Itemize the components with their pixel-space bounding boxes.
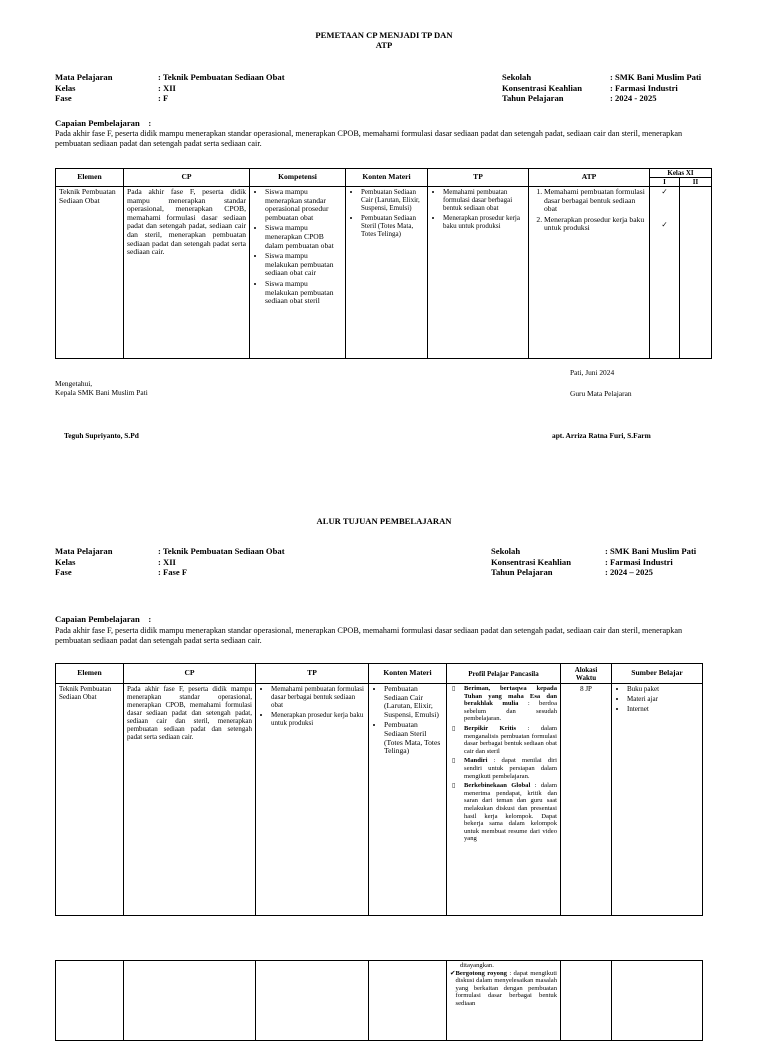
list-item: • Pembuatan Sediaan Cair (Larutan, Elixir, Suspensi, Emulsi) — [361, 188, 424, 212]
list-item: • Siswa mampu menerapkan CPOB dalam pembuatan obat — [265, 224, 342, 250]
cell-kelas-ii — [680, 187, 712, 359]
th-ii: II — [680, 178, 712, 187]
cell-cp: Pada akhir fase F, peserta didik mampu menerapkan standar operasional, menerapkan CPOB, memahami formulasi dasar sediaan padat dan setengah padat, sediaan cair dan steril, menerapkan pembuatan sediaan padat dan setengah padat serta sediaan cair. — [124, 684, 256, 916]
list-item: • Pembuatan Sediaan Steril (Totes Mata, Totes Telinga) — [384, 721, 443, 755]
th-kelas: Kelas XI — [650, 169, 712, 178]
th-atp: ATP — [529, 169, 650, 187]
cell-profil — [447, 684, 561, 916]
doc1-info-left: Mata Pelajaran : Teknik Pembuatan Sediaan Obat Kelas : XII Fase : F — [55, 72, 285, 104]
doc2-info-left: Mata Pelajaran : Teknik Pembuatan Sediaan Obat Kelas : XII Fase : Fase F — [55, 546, 285, 578]
th-elemen: Elemen — [56, 169, 124, 187]
list-item: • Memahami pembuatan formulasi dasar berbagai bentuk sediaan obat — [271, 685, 365, 709]
th-alokasi: Alokasi Waktu — [561, 664, 612, 684]
cell-cp: Pada akhir fase F, peserta didik mampu menerapkan standar operasional, menerapkan CPOB, memahami formulasi dasar sediaan padat dan setengah padat, sediaan cair dan steril, menerapkan pembuatan sediaan padat dan setengah padat serta sediaan cair. — [124, 187, 250, 359]
list-item: • Menerapkan prosedur kerja baku untuk produksi — [443, 214, 525, 230]
cell-elemen: Teknik Pembuatan Sediaan Obat — [56, 684, 124, 916]
list-item: • Pembuatan Sediaan Cair (Larutan, Elixir, Suspensi, Emulsi) — [384, 685, 443, 719]
list-item: • Memahami pembuatan formulasi dasar berbagai bentuk sediaan obat — [443, 188, 525, 212]
cell-atp — [529, 187, 650, 359]
list-item: • Siswa mampu menerapkan standar operasional prosedur pembuatan obat — [265, 188, 342, 222]
check-icon: ✓ — [661, 187, 668, 196]
th-profil: Profil Pelajar Pancasila — [447, 664, 561, 684]
th-tp: TP — [256, 664, 369, 684]
doc1-cap-text: Pada akhir fase F, peserta didik mampu menerapkan standar operasional, menerapkan CPOB, memahami formulasi dasar sediaan padat dan setengah padat, sediaan cair dan steril, menerapkan pembuatan sediaan padat dan setengah padat serta sediaan cair. — [55, 129, 683, 148]
doc1-cap-heading: Capaian Pembelajaran : — [55, 118, 152, 128]
cell-kelas-i — [650, 187, 680, 359]
list-item: • Menerapkan prosedur kerja baku untuk produksi — [271, 711, 365, 727]
list-item: ▯ Berkebinekaan Global : dalam menerima pendapat, kritik dan saran dari teman dan guru saat melakukan diskusi dan presentasi hasil kerja kelompok. Dapat bekerja sama dalam kelompok untuk membuat resume dari video yang — [462, 782, 557, 843]
list-item: • Buku paket — [627, 685, 699, 693]
list-item: 1. Memahami pembuatan formulasi dasar berbagai bentuk sediaan obat — [544, 188, 646, 214]
doc2-table-continued — [55, 960, 703, 1041]
check-icon: ✓ — [661, 219, 668, 229]
doc2-cap-text: Pada akhir fase F, peserta didik mampu menerapkan standar operasional, menerapkan CPOB, memahami formulasi dasar sediaan padat dan setengah padat, sediaan cair dan steril, menerapkan pembuatan sediaan padat dan setengah padat serta sediaan cair. — [55, 626, 683, 645]
th-cp: CP — [124, 664, 256, 684]
list-item: 2. Menerapkan prosedur kerja baku untuk produksi — [544, 216, 646, 233]
th-sumber: Sumber Belajar — [612, 664, 703, 684]
cell-konten — [369, 684, 447, 916]
th-kompetensi: Kompetensi — [250, 169, 346, 187]
signature-left-block: Mengetahui, Kepala SMK Bani Muslim Pati — [55, 379, 148, 397]
doc2-title: ALUR TUJUAN PEMBELAJARAN — [316, 516, 452, 526]
list-item: • Internet — [627, 705, 699, 713]
signer-right: apt. Arriza Ratna Furi, S.Farm — [552, 431, 651, 440]
list-item: ▯ Berpikir Kritis : dalam menganalisis pembuatan formulasi dasar berbagai bentuk sediaan obat cair dan steril — [462, 725, 557, 755]
list-item: ▯ Mandiri : dapat menilai diri sendiri untuk persiapan dalam mengikuti pembelajaran. — [462, 757, 557, 780]
list-item: • Siswa mampu melakukan pembuatan sediaan obat steril — [265, 280, 342, 306]
list-item: ▯ Beriman, bertaqwa kepada Tuhan yang maha Esa dan berakhlak mulia : berdoa sebelum dan sesudah pembelajaran. — [462, 685, 557, 723]
cell-tp — [428, 187, 529, 359]
cell-elemen: Teknik Pembuatan Sediaan Obat — [56, 187, 124, 359]
cell-konten — [346, 187, 428, 359]
doc2-cap-heading: Capaian Pembelajaran : — [55, 614, 152, 624]
list-item: • Siswa mampu melakukan pembuatan sediaan obat cair — [265, 252, 342, 278]
th-konten: Konten Materi — [369, 664, 447, 684]
doc1-table — [55, 168, 712, 359]
place-date: Pati, Juni 2024 — [570, 368, 615, 377]
cell-tp — [256, 684, 369, 916]
doc1-title: PEMETAAN CP MENJADI TP DAN ATP — [315, 30, 453, 50]
guru-label: Guru Mata Pelajaran — [570, 389, 632, 398]
doc1-info-right: Sekolah : SMK Bani Muslim Pati Konsentrasi Keahlian : Farmasi Industri Tahun Pelajaran : 2024 - 2025 — [502, 72, 702, 104]
th-cp: CP — [124, 169, 250, 187]
doc2-info-right: Sekolah : SMK Bani Muslim Pati Konsentrasi Keahlian : Farmasi Industri Tahun Pelajaran : 2024 – 2025 — [491, 546, 697, 578]
list-item: • Materi ajar — [627, 695, 699, 703]
th-elemen: Elemen — [56, 664, 124, 684]
doc2-table — [55, 663, 703, 916]
signer-left: Teguh Supriyanto, S.Pd — [64, 431, 139, 440]
cell-sumber — [612, 684, 703, 916]
list-item: • Pembuatan Sediaan Steril (Totes Mata, Totes Telinga) — [361, 214, 424, 238]
cell-alokasi: 8 JP — [561, 684, 612, 916]
th-tp: TP — [428, 169, 529, 187]
cell-profil-continued: ditayangkan. ✔ Bergotong royong : dapat mengikuti diskusi dalam menyelesaikan masalah yang berkaitan dengan pembuatan formulasi dasar berbagai bentuk sediaan — [447, 961, 561, 1041]
cell-kompetensi — [250, 187, 346, 359]
th-konten: Konten Materi — [346, 169, 428, 187]
th-i: I — [650, 178, 680, 187]
